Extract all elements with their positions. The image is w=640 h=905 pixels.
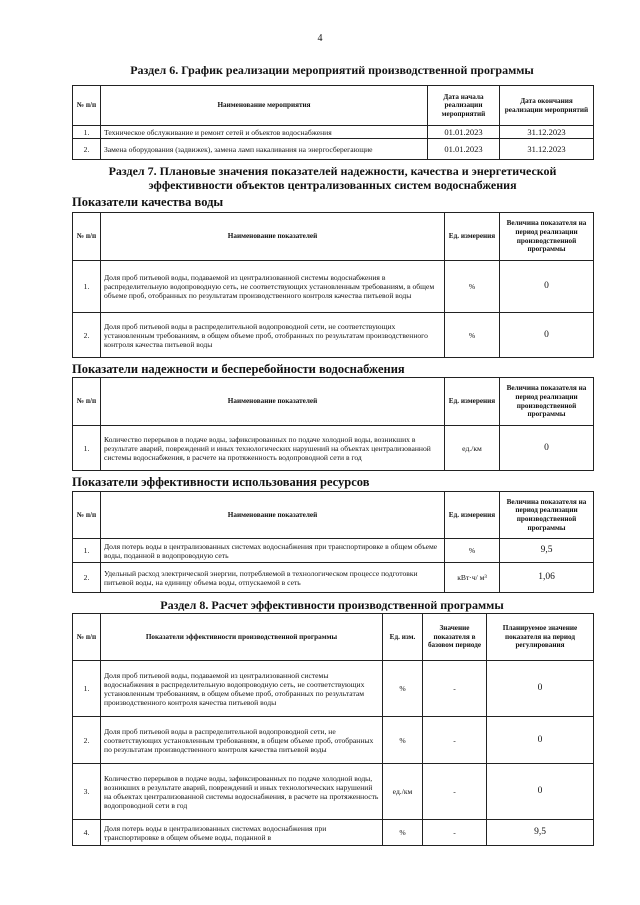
indicator-name: Количество перерывов в подаче воды, зафиксированных по подаче холодной воды, возникших в результате аварий, повреждений и иных технологических нарушений на объектах централизованной системы водоснабжения, в расчете на протяженность водопроводной сети в год: [101, 764, 383, 820]
header-value: Величина показателя на период реализации производственной программы: [500, 378, 594, 426]
table-row: [73, 313, 594, 358]
indicator-unit: %: [445, 539, 500, 563]
table-row: [73, 820, 594, 846]
header-value: Величина показателя на период реализации производственной программы: [500, 492, 594, 539]
header-indicator-name: Наименование показателей: [101, 213, 445, 261]
row-number: 1.: [73, 661, 101, 717]
row-number: 4.: [73, 820, 101, 846]
indicator-name: Удельный расход электрической энергии, потребляемой в технологическом процессе подготовки питьевой воды, на единицу объема воды, отпускаемой в сеть: [101, 563, 445, 593]
activity-name: Техническое обслуживание и ремонт сетей и объектов водоснабжения: [101, 126, 428, 139]
row-number: 2.: [73, 139, 101, 160]
base-value: -: [423, 764, 487, 820]
header-unit: Ед. измерения: [445, 213, 500, 261]
start-date: 01.01.2023: [428, 126, 500, 139]
end-date: 31.12.2023: [500, 126, 594, 139]
indicator-unit: ед./км: [383, 764, 423, 820]
table-row: [73, 126, 594, 139]
row-number: 1.: [73, 126, 101, 139]
table-row: [73, 661, 594, 717]
indicator-name: Доля проб питьевой воды в распределительной водопроводной сети, не соответствующих установленным требованиям, в общем объеме проб, отобранных по результатам производственного контроля качества питьевой воды: [101, 717, 383, 764]
table-row: [73, 717, 594, 764]
section7-title-line2: эффективности объектов централизованных систем водоснабжения: [148, 178, 517, 192]
reliability-table: [72, 377, 594, 471]
table-row: [73, 764, 594, 820]
header-unit: Ед. изм.: [383, 614, 423, 661]
header-activity-name: Наименование мероприятия: [101, 86, 428, 126]
planned-value: 0: [487, 661, 594, 717]
table-row: [73, 539, 594, 563]
start-date: 01.01.2023: [428, 139, 500, 160]
section7-title-line1: Раздел 7. Плановые значения показателей надежности, качества и энергетической: [108, 164, 557, 178]
efficiency-title: Показатели эффективности использования ресурсов: [72, 475, 370, 489]
header-number: № п/п: [73, 213, 101, 261]
header-number: № п/п: [73, 492, 101, 539]
indicator-value: 0: [500, 313, 594, 358]
section7-title: [60, 164, 605, 192]
indicator-unit: %: [383, 820, 423, 846]
header-number: № п/п: [73, 86, 101, 126]
quality-table: [72, 212, 594, 358]
row-number: 2.: [73, 717, 101, 764]
header-indicator-name: Наименование показателей: [101, 378, 445, 426]
header-base-value: Значение показателя в базовом периоде: [423, 614, 487, 661]
end-date: 31.12.2023: [500, 139, 594, 160]
header-planned-value: Планируемое значение показателя на период регулирования: [487, 614, 594, 661]
header-start-date: Дата начала реализации мероприятий: [428, 86, 500, 126]
indicator-value: 0: [500, 426, 594, 471]
row-number: 2.: [73, 563, 101, 593]
indicator-name: Доля потерь воды в централизованных системах водоснабжения при транспортировке в общем объеме воды, поданной в: [101, 820, 383, 846]
indicator-name: Доля проб питьевой воды в распределительной водопроводной сети, не соответствующих установленным требованиям, в общем объеме проб, отобранных по результатам производственного контроля качества питьевой воды: [101, 313, 445, 358]
section8-table: [72, 613, 594, 846]
row-number: 1.: [73, 426, 101, 471]
efficiency-table: [72, 491, 594, 593]
indicator-unit: %: [383, 661, 423, 717]
header-unit: Ед. измерения: [445, 378, 500, 426]
indicator-name: Количество перерывов в подаче воды, зафиксированных по подаче холодной воды, возникших в результате аварий, повреждений и иных технологических нарушений на объектах централизованной системы водоснабжения, в расчете на протяженность водопроводной сети в год: [101, 426, 445, 471]
indicator-unit: ед./км: [445, 426, 500, 471]
table-row: [73, 563, 594, 593]
base-value: -: [423, 717, 487, 764]
reliability-title: Показатели надежности и бесперебойности водоснабжения: [72, 362, 405, 376]
row-number: 1.: [73, 261, 101, 313]
table-row: [73, 261, 594, 313]
indicator-name: Доля проб питьевой воды, подаваемой из централизованной системы водоснабжения в распределительную водопроводную сеть, не соответствующих установленным требованиям, в общем объеме проб, отобранных по результатам производственного контроля качества питьевой воды: [101, 261, 445, 313]
indicator-name: Доля потерь воды в централизованных системах водоснабжения при транспортировке в общем объеме воды, поданной в водопроводную сеть: [101, 539, 445, 563]
base-value: -: [423, 820, 487, 846]
header-number: № п/п: [73, 378, 101, 426]
header-end-date: Дата окончания реализации мероприятий: [500, 86, 594, 126]
header-indicator-name: Показатели эффективности производственной программы: [101, 614, 383, 661]
table-row: [73, 426, 594, 471]
section6-title: Раздел 6. График реализации мероприятий производственной программы: [130, 63, 534, 77]
indicator-value: 9,5: [500, 539, 594, 563]
header-value: Величина показателя на период реализации производственной программы: [500, 213, 594, 261]
indicator-unit: %: [445, 313, 500, 358]
indicator-name: Доля проб питьевой воды, подаваемой из централизованной системы водоснабжения в распределительную водопроводную сеть, не соответствующих установленным требованиям, в общем объеме проб, отобранных по результатам производственного контроля качества питьевой воды: [101, 661, 383, 717]
header-indicator-name: Наименование показателей: [101, 492, 445, 539]
planned-value: 0: [487, 717, 594, 764]
activity-name: Замена оборудования (задвижек), замена ламп накаливания на энергосберегающие: [101, 139, 428, 160]
indicator-unit: кВт·ч/ м³: [445, 563, 500, 593]
planned-value: 9,5: [487, 820, 594, 846]
header-unit: Ед. измерения: [445, 492, 500, 539]
indicator-unit: %: [383, 717, 423, 764]
base-value: -: [423, 661, 487, 717]
indicator-unit: %: [445, 261, 500, 313]
planned-value: 0: [487, 764, 594, 820]
row-number: 1.: [73, 539, 101, 563]
row-number: 2.: [73, 313, 101, 358]
section8-title: Раздел 8. Расчет эффективности производственной программы: [160, 598, 504, 612]
page-number: 4: [317, 33, 323, 44]
indicator-value: 1,06: [500, 563, 594, 593]
table-row: [73, 139, 594, 160]
header-number: № п/п: [73, 614, 101, 661]
section6-table: [72, 85, 594, 160]
indicator-value: 0: [500, 261, 594, 313]
row-number: 3.: [73, 764, 101, 820]
quality-title: Показатели качества воды: [72, 195, 224, 209]
